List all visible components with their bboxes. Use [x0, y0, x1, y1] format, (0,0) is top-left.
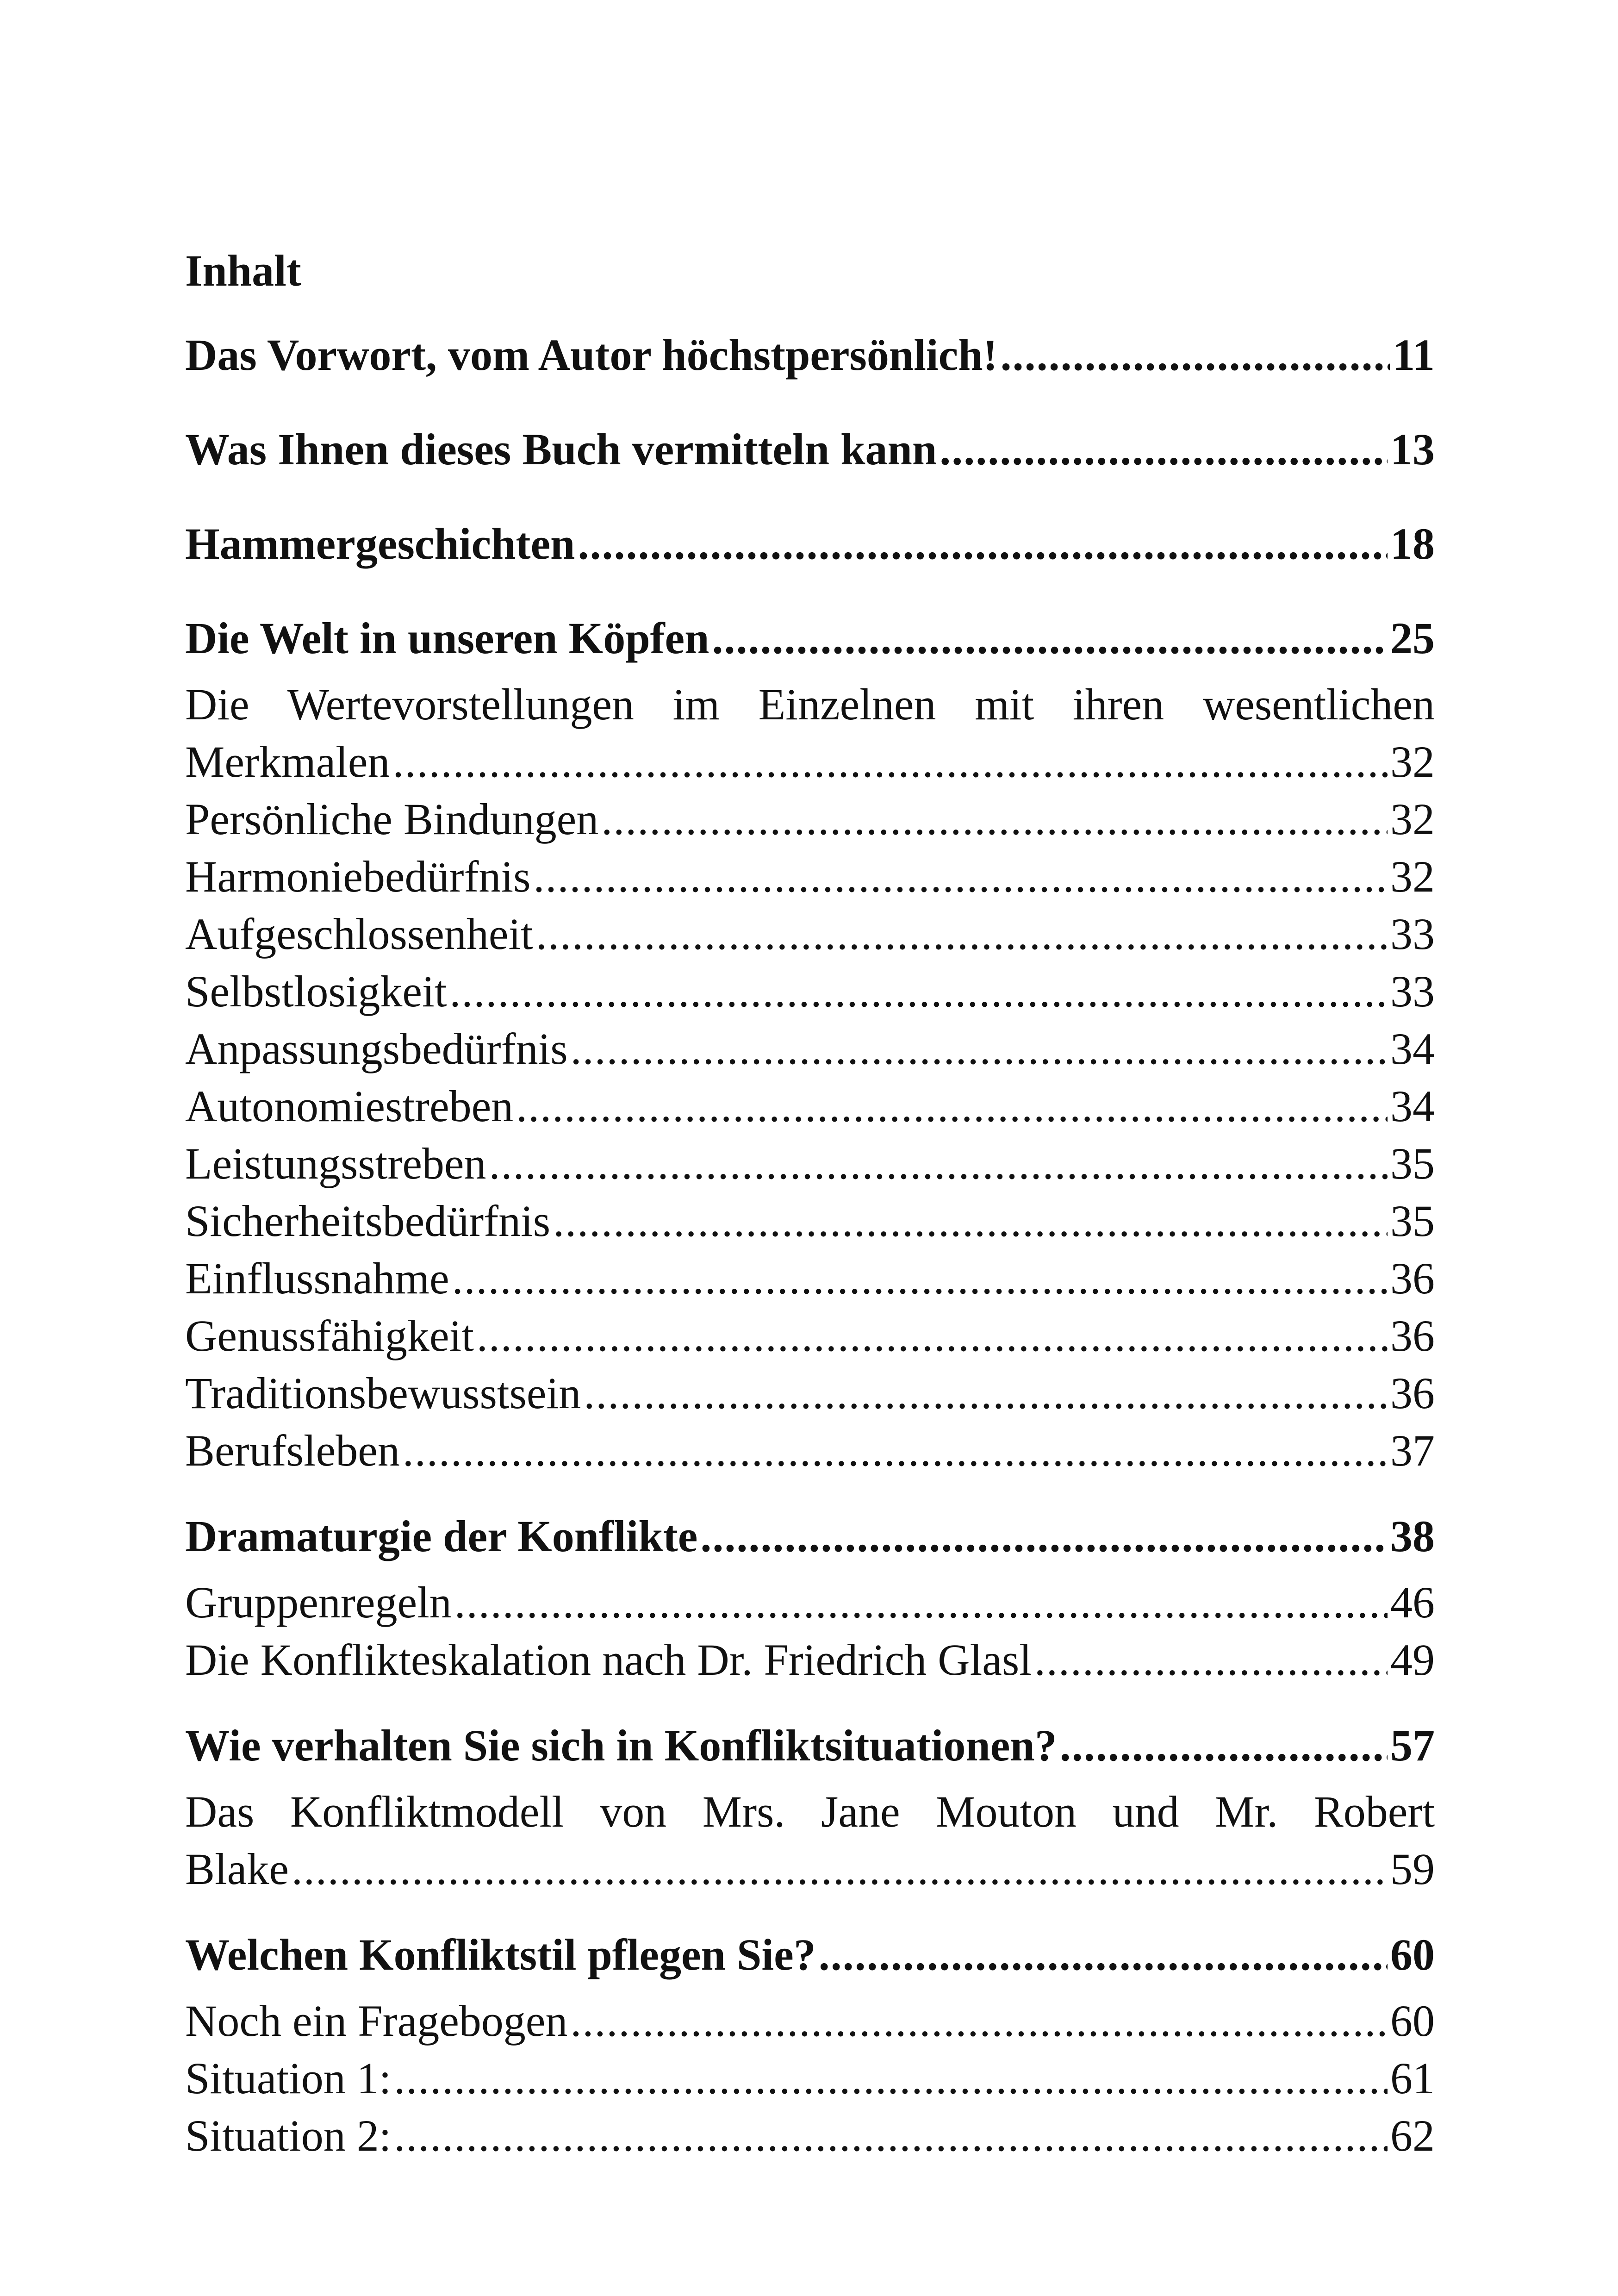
chapter-title: Die Welt in unseren Köpfen: [185, 613, 709, 663]
subentry-page-number: 32: [1390, 852, 1435, 901]
subentry-title: Autonomiestreben: [185, 1081, 514, 1131]
dot-leader: [1001, 318, 1390, 393]
toc-chapter-entry[interactable]: [185, 601, 1435, 676]
toc-body: [185, 318, 1435, 2165]
toc-subentry[interactable]: [185, 1631, 1435, 1689]
chapter-title: Hammergeschichten: [185, 519, 575, 568]
subentry-page-number: 34: [1390, 1081, 1435, 1131]
toc-chapter-entry[interactable]: [185, 1499, 1435, 1574]
subentry-page-number: 49: [1390, 1635, 1435, 1685]
subentry-page-number: 36: [1390, 1311, 1435, 1360]
toc-subentry[interactable]: [185, 733, 1435, 791]
toc-chapter-entry[interactable]: [185, 318, 1435, 393]
toc-subentry[interactable]: [185, 1992, 1435, 2050]
subentry-title-line: Das Konfliktmodell von Mrs. Jane Mouton und Mr. Robert: [185, 1787, 1435, 1836]
toc-section: [185, 601, 1435, 1479]
chapter-page-number: 57: [1390, 1721, 1435, 1770]
dot-leader: [393, 733, 1388, 791]
dot-leader: [712, 601, 1388, 676]
toc-section: [185, 318, 1435, 393]
subentry-title: Aufgeschlossenheit: [185, 909, 533, 959]
dot-leader: [489, 1135, 1388, 1192]
toc-section: [185, 1917, 1435, 2165]
subentry-title: Gruppenregeln: [185, 1578, 452, 1627]
toc-subentry[interactable]: [185, 1250, 1435, 1307]
dot-leader: [819, 1917, 1388, 1992]
subentry-page-number: 35: [1390, 1139, 1435, 1188]
dot-leader: [516, 1078, 1388, 1135]
subentry-title: Selbstlosigkeit: [185, 967, 447, 1016]
chapter-title: Wie verhalten Sie sich in Konfliktsituationen?: [185, 1721, 1057, 1770]
subentry-page-number: 32: [1390, 737, 1435, 786]
toc-chapter-entry[interactable]: [185, 412, 1435, 487]
dot-leader: [570, 1992, 1388, 2050]
toc-chapter-entry[interactable]: [185, 506, 1435, 581]
subentry-title-line: Die Wertevorstellungen im Einzelnen mit ihren wesentlichen: [185, 680, 1435, 729]
dot-leader: [700, 1499, 1388, 1574]
dot-leader: [1034, 1631, 1388, 1689]
subentry-page-number: 33: [1390, 967, 1435, 1016]
toc-subentry[interactable]: [185, 1135, 1435, 1192]
subentry-page-number: 46: [1390, 1578, 1435, 1627]
subentry-page-number: 35: [1390, 1196, 1435, 1246]
subentry-title: Sicherheitsbedürfnis: [185, 1196, 551, 1246]
chapter-page-number: 13: [1390, 424, 1435, 474]
toc-section: [185, 1708, 1435, 1898]
dot-leader: [1060, 1708, 1388, 1783]
dot-leader: [578, 506, 1388, 581]
subentry-title: Genussfähigkeit: [185, 1311, 474, 1360]
toc-subentry[interactable]: [185, 1020, 1435, 1078]
toc-subentry[interactable]: [185, 905, 1435, 963]
subentry-page-number: 33: [1390, 909, 1435, 959]
dot-leader: [449, 963, 1388, 1020]
dot-leader: [394, 2107, 1388, 2165]
toc-subentry[interactable]: [185, 1078, 1435, 1135]
subentry-title: Persönliche Bindungen: [185, 794, 599, 844]
chapter-page-number: 18: [1390, 519, 1435, 568]
toc-section: [185, 412, 1435, 487]
toc-subentry[interactable]: [185, 1307, 1435, 1365]
toc-subentry[interactable]: [185, 2050, 1435, 2107]
subentry-page-number: 34: [1390, 1024, 1435, 1073]
subentry-page-number: 60: [1390, 1996, 1435, 2046]
subentry-title: Situation 1:: [185, 2053, 392, 2103]
toc-section: [185, 1499, 1435, 1689]
subentry-title: Noch ein Fragebogen: [185, 1996, 568, 2046]
dot-leader: [536, 905, 1388, 963]
toc-subentry[interactable]: [185, 2107, 1435, 2165]
subentry-title: Merkmalen: [185, 737, 390, 786]
dot-leader: [292, 1841, 1388, 1898]
dot-leader: [403, 1422, 1388, 1479]
subentry-title: Situation 2:: [185, 2111, 392, 2160]
dot-leader: [533, 848, 1388, 905]
chapter-page-number: 11: [1393, 330, 1435, 380]
subentry-page-number: 59: [1390, 1844, 1435, 1894]
subentry-page-number: 62: [1390, 2111, 1435, 2160]
toc-chapter-entry[interactable]: [185, 1917, 1435, 1992]
chapter-title: Das Vorwort, vom Autor höchstpersönlich!: [185, 330, 998, 380]
subentry-title: Die Konflikteskalation nach Dr. Friedrich Glasl: [185, 1635, 1032, 1685]
chapter-title: Was Ihnen dieses Buch vermitteln kann: [185, 424, 937, 474]
subentry-page-number: 32: [1390, 794, 1435, 844]
dot-leader: [454, 1574, 1388, 1631]
chapter-title: Dramaturgie der Konflikte: [185, 1511, 698, 1561]
chapter-page-number: 25: [1390, 613, 1435, 663]
dot-leader: [553, 1192, 1388, 1250]
chapter-page-number: 38: [1390, 1511, 1435, 1561]
dot-leader: [452, 1250, 1388, 1307]
toc-subentry[interactable]: [185, 791, 1435, 848]
chapter-title: Welchen Konfliktstil pflegen Sie?: [185, 1930, 816, 1979]
toc-subentry[interactable]: [185, 1841, 1435, 1898]
toc-section: [185, 506, 1435, 581]
dot-leader: [584, 1365, 1388, 1422]
toc-subentry[interactable]: [185, 1192, 1435, 1250]
subentry-title: Traditionsbewusstsein: [185, 1368, 581, 1418]
table-of-contents: [185, 241, 1435, 2184]
subentry-title: Harmoniebedürfnis: [185, 852, 531, 901]
toc-subentry[interactable]: [185, 1365, 1435, 1422]
subentry-title: Blake: [185, 1844, 289, 1894]
subentry-title: Berufsleben: [185, 1426, 400, 1475]
subentry-page-number: 36: [1390, 1368, 1435, 1418]
subentry-title: Einflussnahme: [185, 1254, 449, 1303]
subentry-page-number: 36: [1390, 1254, 1435, 1303]
toc-subentry[interactable]: [185, 1574, 1435, 1631]
toc-chapter-entry[interactable]: [185, 1708, 1435, 1783]
subentry-title: Anpassungsbedürfnis: [185, 1024, 568, 1073]
dot-leader: [940, 412, 1388, 487]
subentry-title: Leistungsstreben: [185, 1139, 486, 1188]
dot-leader: [477, 1307, 1388, 1365]
toc-heading: Inhalt: [185, 246, 301, 295]
dot-leader: [571, 1020, 1388, 1078]
toc-subentry[interactable]: [185, 963, 1435, 1020]
subentry-page-number: 37: [1390, 1426, 1435, 1475]
dot-leader: [601, 791, 1388, 848]
dot-leader: [394, 2050, 1388, 2107]
toc-subentry[interactable]: [185, 848, 1435, 905]
toc-subentry[interactable]: [185, 1422, 1435, 1479]
subentry-page-number: 61: [1390, 2053, 1435, 2103]
chapter-page-number: 60: [1390, 1930, 1435, 1979]
